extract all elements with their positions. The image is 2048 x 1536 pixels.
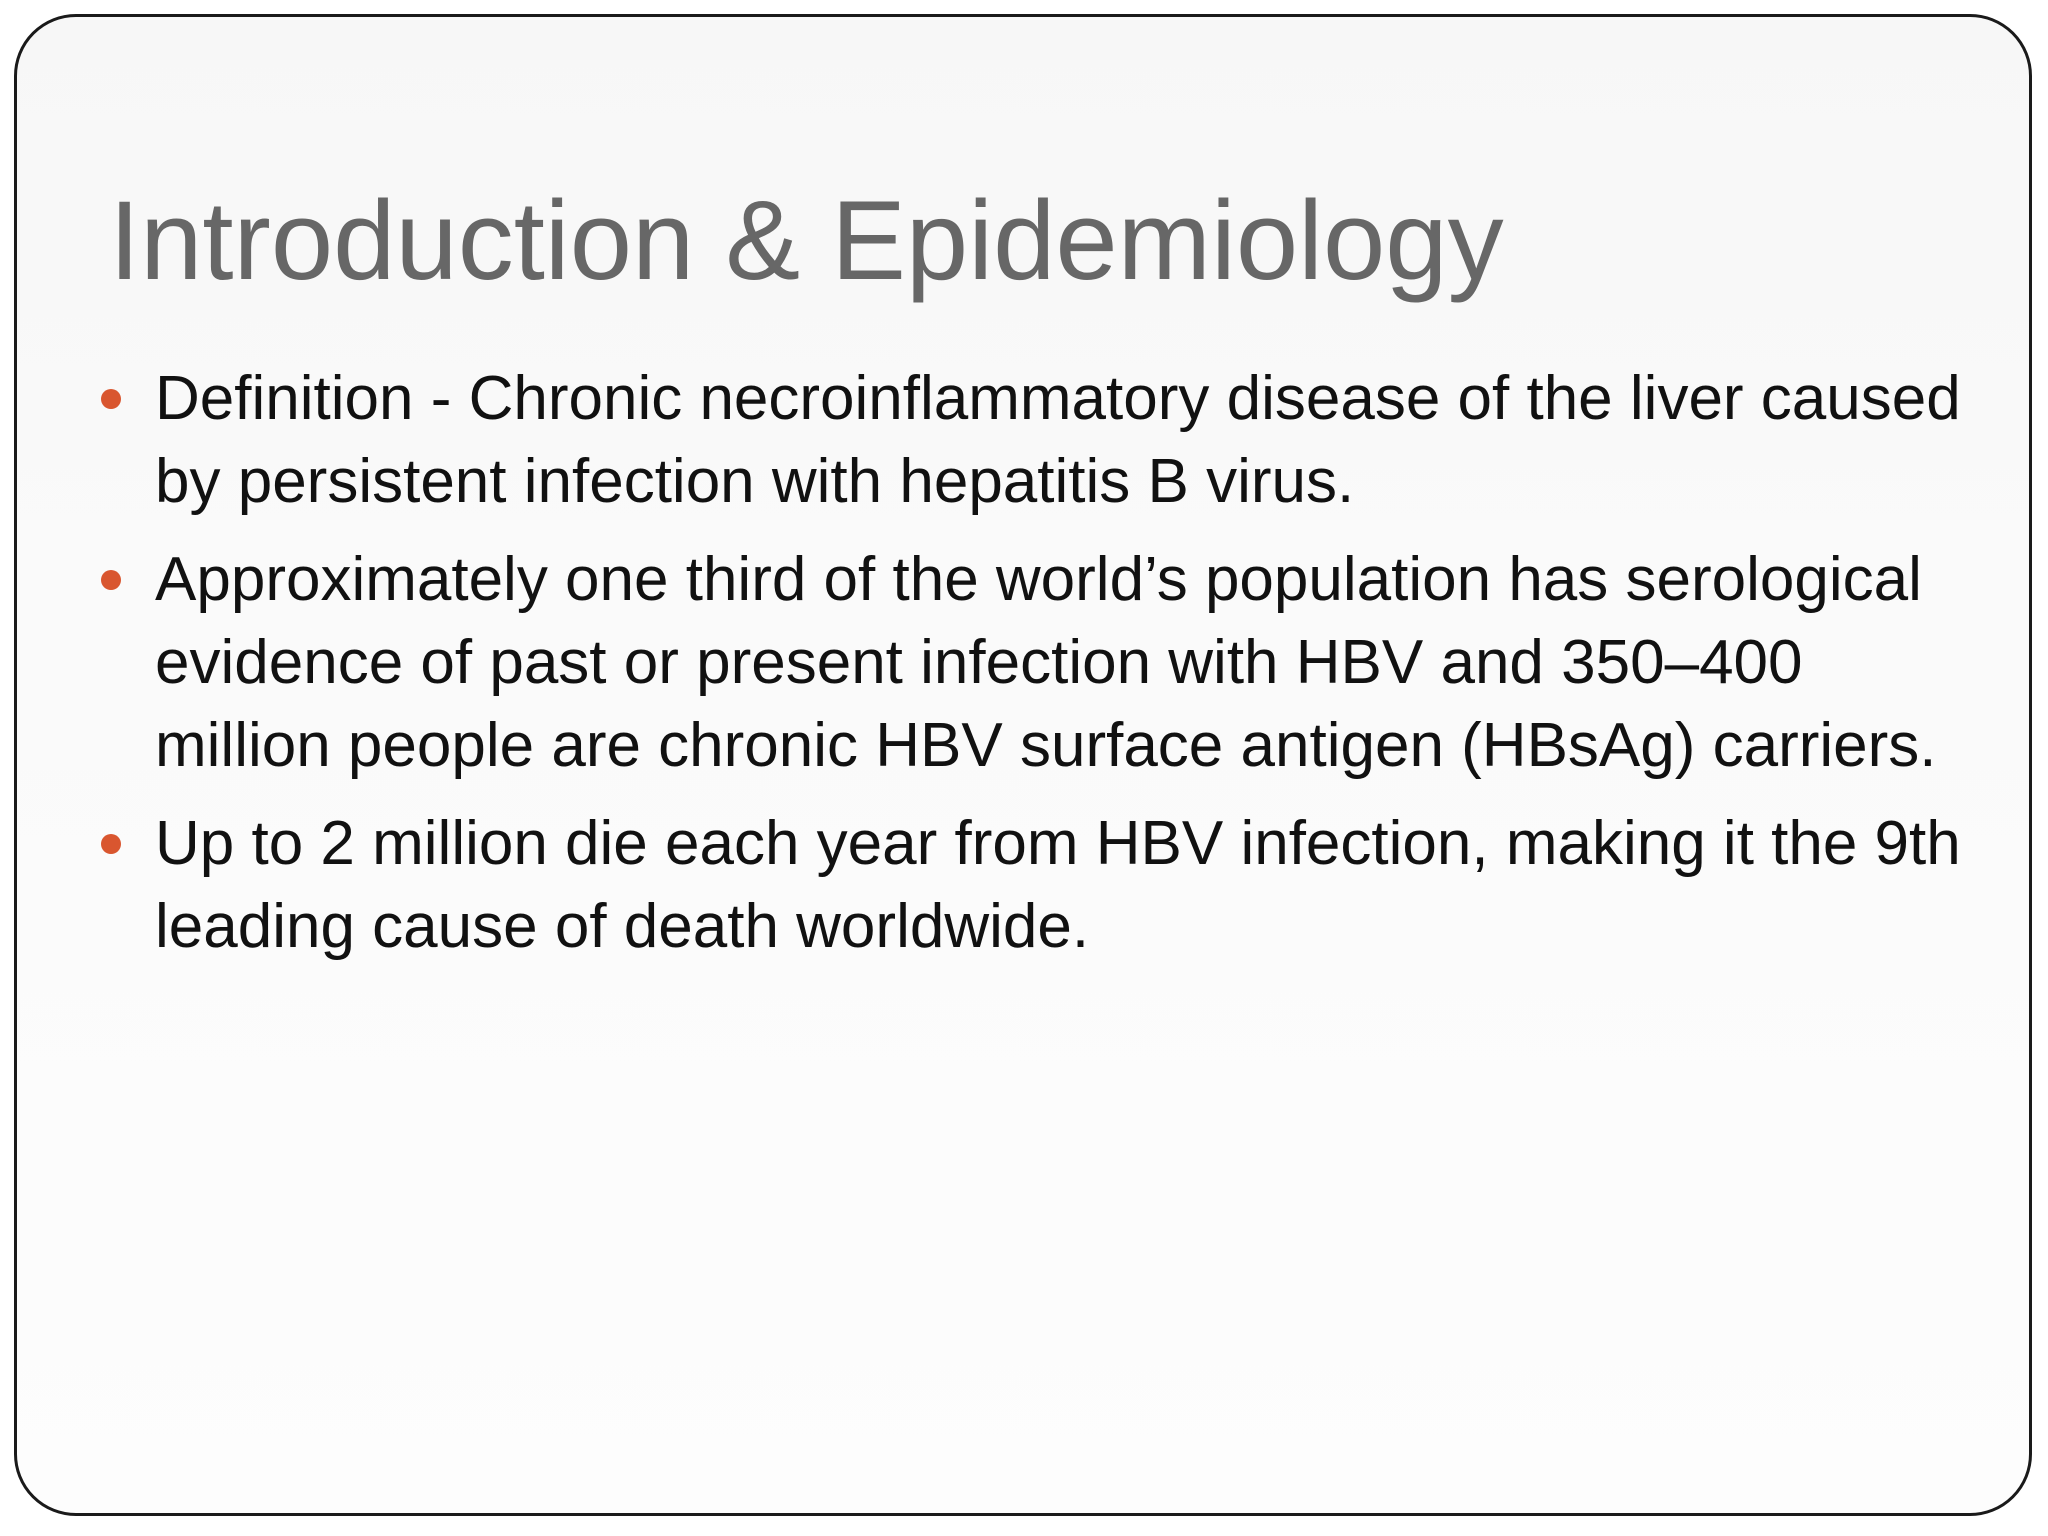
bullet-dot-icon <box>101 834 121 854</box>
bullet-dot-icon <box>101 389 121 409</box>
bullet-text: Definition - Chronic necroinflammatory disease of the liver caused by persistent infection with hepatitis B virus. <box>155 364 1961 516</box>
bullet-text: Approximately one third of the world’s population has serological evidence of past or present infection with HBV and 350–400 million people are chronic HBV surface antigen (HBsAg) carriers. <box>155 545 1937 780</box>
bullet-list <box>155 357 1975 983</box>
slide-frame <box>14 14 2032 1516</box>
bullet-text: Up to 2 million die each year from HBV infection, making it the 9th leading cause of death worldwide. <box>155 809 1961 961</box>
slide-title: Introduction & Epidemiology <box>109 178 1504 303</box>
bullet-item <box>155 538 1975 787</box>
bullet-item <box>155 357 1975 523</box>
bullet-item <box>155 802 1975 968</box>
bullet-dot-icon <box>101 570 121 590</box>
